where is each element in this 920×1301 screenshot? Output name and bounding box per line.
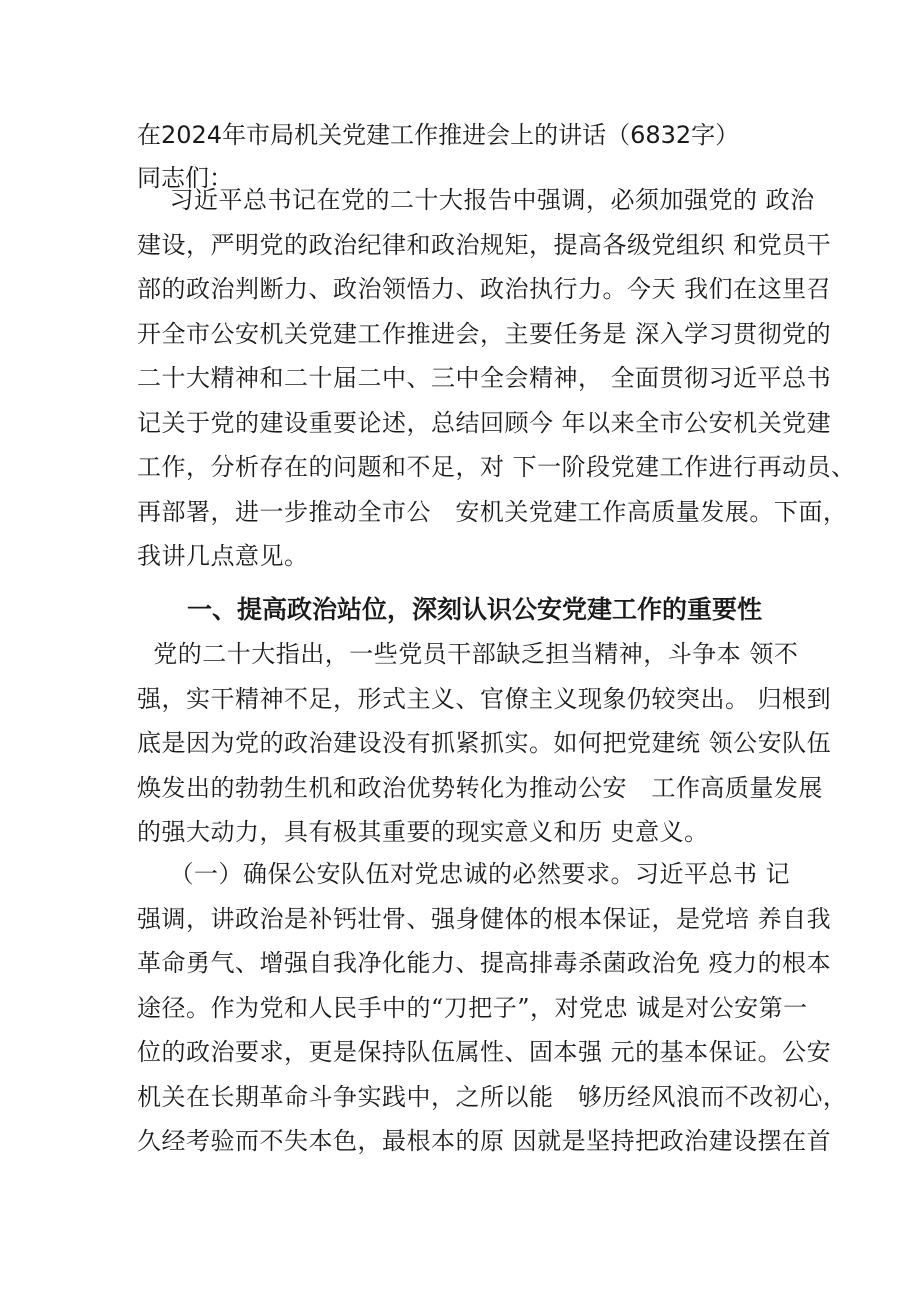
text-line: 再部署，进一步推动全市公 安机关党建工作高质量发展。下面， [137,497,848,526]
text-line: 底是因为党的政治建设没有抓紧抓实。如何把党建统 领公安队伍 [137,729,832,757]
text-line: 习近平总书记在党的二十大报告中强调，必须加强党的 政治 [137,186,815,214]
text-line: 革命勇气、增强自我净化能力、提高排毒杀菌政治免 疫力的根本 [137,949,832,977]
text-line: 记关于党的建设重要论述，总结回顾今 年以来全市公安机关党建 [137,408,832,437]
text-line: 部的政治判断力、政治领悟力、政治执行力。今天 我们在这里召 [137,275,832,303]
document-title: 在2024年市局机关党建工作推进会上的讲话（6832字） [137,121,740,149]
text-line: 的强大动力，具有极其重要的现实意义和历 史意义。 [137,818,709,846]
paragraph-subsection1 [137,852,848,1164]
text-line: 强调，讲政治是补钙壮骨、强身健体的根本保证，是党培 养自我 [137,904,832,933]
text-line: 焕发出的勃勃生机和政治优势转化为推动公安 工作高质量发展 [137,773,823,802]
text-line: 久经考验而不失本色，最根本的原 因就是坚持把政治建设摆在首 [137,1127,832,1155]
text-line: 开全市公安机关党建工作推进会，主要任务是 深入学习贯彻党的 [137,319,832,348]
text-line: 强，实干精神不足，形式主义、官僚主义现象仍较突出。 归根到 [137,684,832,713]
text-line: 机关在长期革命斗争实践中，之所以能 够历经风浪而不改初心， [137,1082,848,1111]
text-line: 我讲几点意见。 [137,542,309,570]
salutation: 同志们： [137,164,233,192]
paragraph-section1 [137,632,837,855]
text-line: 途径。作为党和人民手中的“刀把子”，对党忠 诚是对公安第一 [137,993,808,1022]
text-line: 位的政治要求，更是保持队伍属性、固本强 元的基本保证。公安 [137,1038,832,1066]
paragraph-intro [137,178,856,579]
text-line: 党的二十大指出，一些党员干部缺乏担当精神，斗争本 领不 [137,640,799,668]
text-line: 工作，分析存在的问题和不足，对 下一阶段党建工作进行再动员、 [137,453,856,481]
text-line: 建设，严明党的政治纪律和政治规矩，提高各级党组织 和党员干 [137,230,832,259]
text-line: 二十大精神和二十届二中、三中全会精神， 全面贯彻习近平总书 [137,364,832,392]
section-heading: 一、提高政治站位，深刻认识公安党建工作的重要性 [187,595,763,624]
text-line: （一）确保公安队伍对党忠诚的必然要求。习近平总书 记 [137,860,791,888]
